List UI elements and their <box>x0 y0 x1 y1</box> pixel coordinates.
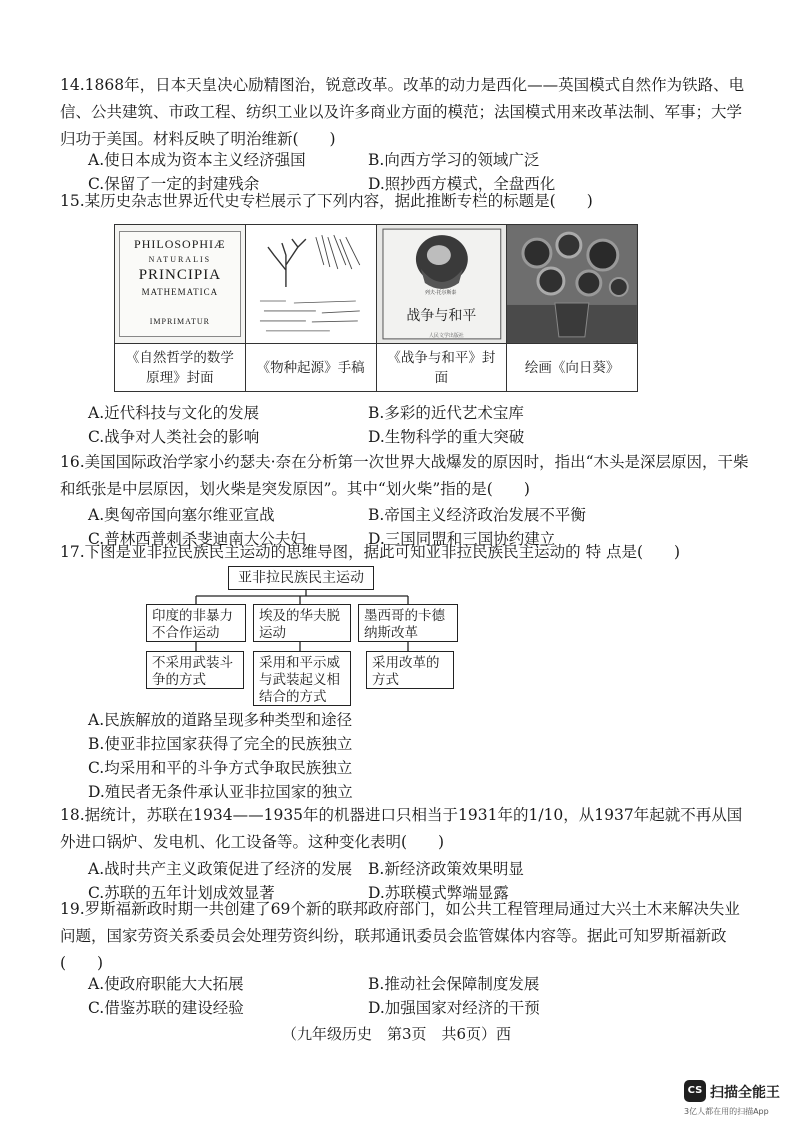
principia-line-5: IMPRIMATUR <box>149 317 210 326</box>
mindmap-india: 印度的非暴力不合作运动 <box>146 604 246 642</box>
q14-option-d: D.照抄西方模式，全盘西化 <box>368 175 556 193</box>
question-18: 18.据统计，苏联在1934——1935年的机器进口只相当于1931年的1/10，从1937年起就不再从国外进口锅炉、发电机、化工设备等。这种变化表明( ) <box>60 806 743 851</box>
q19-option-c: C.借鉴苏联的建设经验 <box>88 999 244 1017</box>
question-17: 17.下图是亚非拉民族民主运动的思维导图，据此可知亚非拉民族民主运动的 特 点是( ) <box>60 543 681 561</box>
scanner-tagline: 3亿人都在用的扫描App <box>684 1107 769 1116</box>
q15-caption-1: 《自然哲学的数学原理》封面 <box>125 349 234 386</box>
q19-option-a: A.使政府职能大大拓展 <box>88 975 244 993</box>
q14-option-b: B.向西方学习的领域广泛 <box>368 151 540 169</box>
q19-option-d: D.加强国家对经济的干预 <box>368 999 540 1017</box>
scanner-app-name: 扫描全能王 <box>710 1085 780 1101</box>
q18-option-d: D.苏联模式弊端显露 <box>368 884 509 902</box>
q15-option-a: A.近代科技与文化的发展 <box>88 404 260 422</box>
q14-option-a: A.使日本成为资本主义经济强国 <box>88 151 306 169</box>
q14-option-c: C.保留了一定的封建残余 <box>88 175 260 193</box>
q18-option-c: C.苏联的五年计划成效显著 <box>88 884 275 902</box>
q17-option-b: B.使亚非拉国家获得了完全的民族独立 <box>88 735 353 753</box>
question-15: 15.某历史杂志世界近代史专栏展示了下列内容，据此推断专栏的标题是( ) <box>60 192 593 210</box>
mindmap-india-method: 不采用武装斗争的方式 <box>146 651 244 689</box>
q18-option-a: A.战时共产主义政策促进了经济的发展 <box>88 860 353 878</box>
mindmap-egypt-method: 采用和平示威与武装起义相结合的方式 <box>253 651 351 706</box>
q16-option-c: C.普林西普刺杀斐迪南大公夫妇 <box>88 530 306 548</box>
war-and-peace-title: 战争与和平 <box>406 308 477 324</box>
question-16: 16.美国国际政治学家小约瑟夫·奈在分析第一次世界大战爆发的原因时，指出“木头是深层原因，干柴和纸张是中层原因，划火柴是突发原因”。其中“划火柴”指的是( ) <box>60 453 749 498</box>
principia-line-4: MATHEMATICA <box>141 287 219 297</box>
q16-option-a: A.奥匈帝国向塞尔维亚宣战 <box>88 506 275 524</box>
mindmap-mexico: 墨西哥的卡德纳斯改革 <box>358 604 458 642</box>
q18-option-b: B.新经济政策效果明显 <box>368 860 524 878</box>
q17-option-c: C.均采用和平的斗争方式争取民族独立 <box>88 759 353 777</box>
svg-text:列夫·托尔斯泰: 列夫·托尔斯泰 <box>424 289 456 296</box>
principia-line-1: PHILOSOPHIÆ <box>134 237 226 251</box>
mindmap-mexico-method: 采用改革的方式 <box>366 651 454 689</box>
q15-caption-3: 《战争与和平》封面 <box>387 349 496 386</box>
q15-caption-2: 《物种起源》手稿 <box>256 359 365 376</box>
principia-line-3: PRINCIPIA <box>138 267 222 283</box>
mindmap-root: 亚非拉民族民主运动 <box>228 566 374 590</box>
principia-line-2: NATURALIS <box>148 255 212 264</box>
q15-caption-4: 绘画《向日葵》 <box>524 359 620 376</box>
camscanner-logo-icon: CS <box>684 1080 706 1102</box>
question-19: 19.罗斯福新政时期一共创建了69个新的联邦政府部门，如公共工程管理局通过大兴土木来解决失业问题，国家劳资关系委员会处理劳资纠纷，联邦通讯委员会监管媒体内容等。据此可知罗斯福新政( ) <box>60 900 740 972</box>
q17-option-a: A.民族解放的道路呈现多种类型和途径 <box>88 711 353 729</box>
q19-option-b: B.推动社会保障制度发展 <box>368 975 540 993</box>
q15-option-c: C.战争对人类社会的影响 <box>88 428 260 446</box>
q17-option-d: D.殖民者无条件承认亚非拉国家的独立 <box>88 783 353 801</box>
q16-option-d: D.三国同盟和三国协约建立 <box>368 530 556 548</box>
q15-option-d: D.生物科学的重大突破 <box>368 428 525 446</box>
q16-option-b: B.帝国主义经济政治发展不平衡 <box>368 506 586 524</box>
q15-option-b: B.多彩的近代艺术宝库 <box>368 404 524 422</box>
page-footer: （九年级历史 第3页 共6页）西 <box>281 1025 512 1043</box>
question-14: 14.1868年，日本天皇决心励精图治，锐意改革。改革的动力是西化——英国模式自然作为铁路、电信、公共建筑、市政工程、纺织工业以及许多商业方面的模范；法国模式用来改革法制、军事；大学归功于美国。材料反映了明治维新( ) <box>60 76 745 148</box>
mindmap-egypt: 埃及的华夫脱运动 <box>253 604 351 642</box>
svg-text:人民文学出版社: 人民文学出版社 <box>428 332 464 339</box>
